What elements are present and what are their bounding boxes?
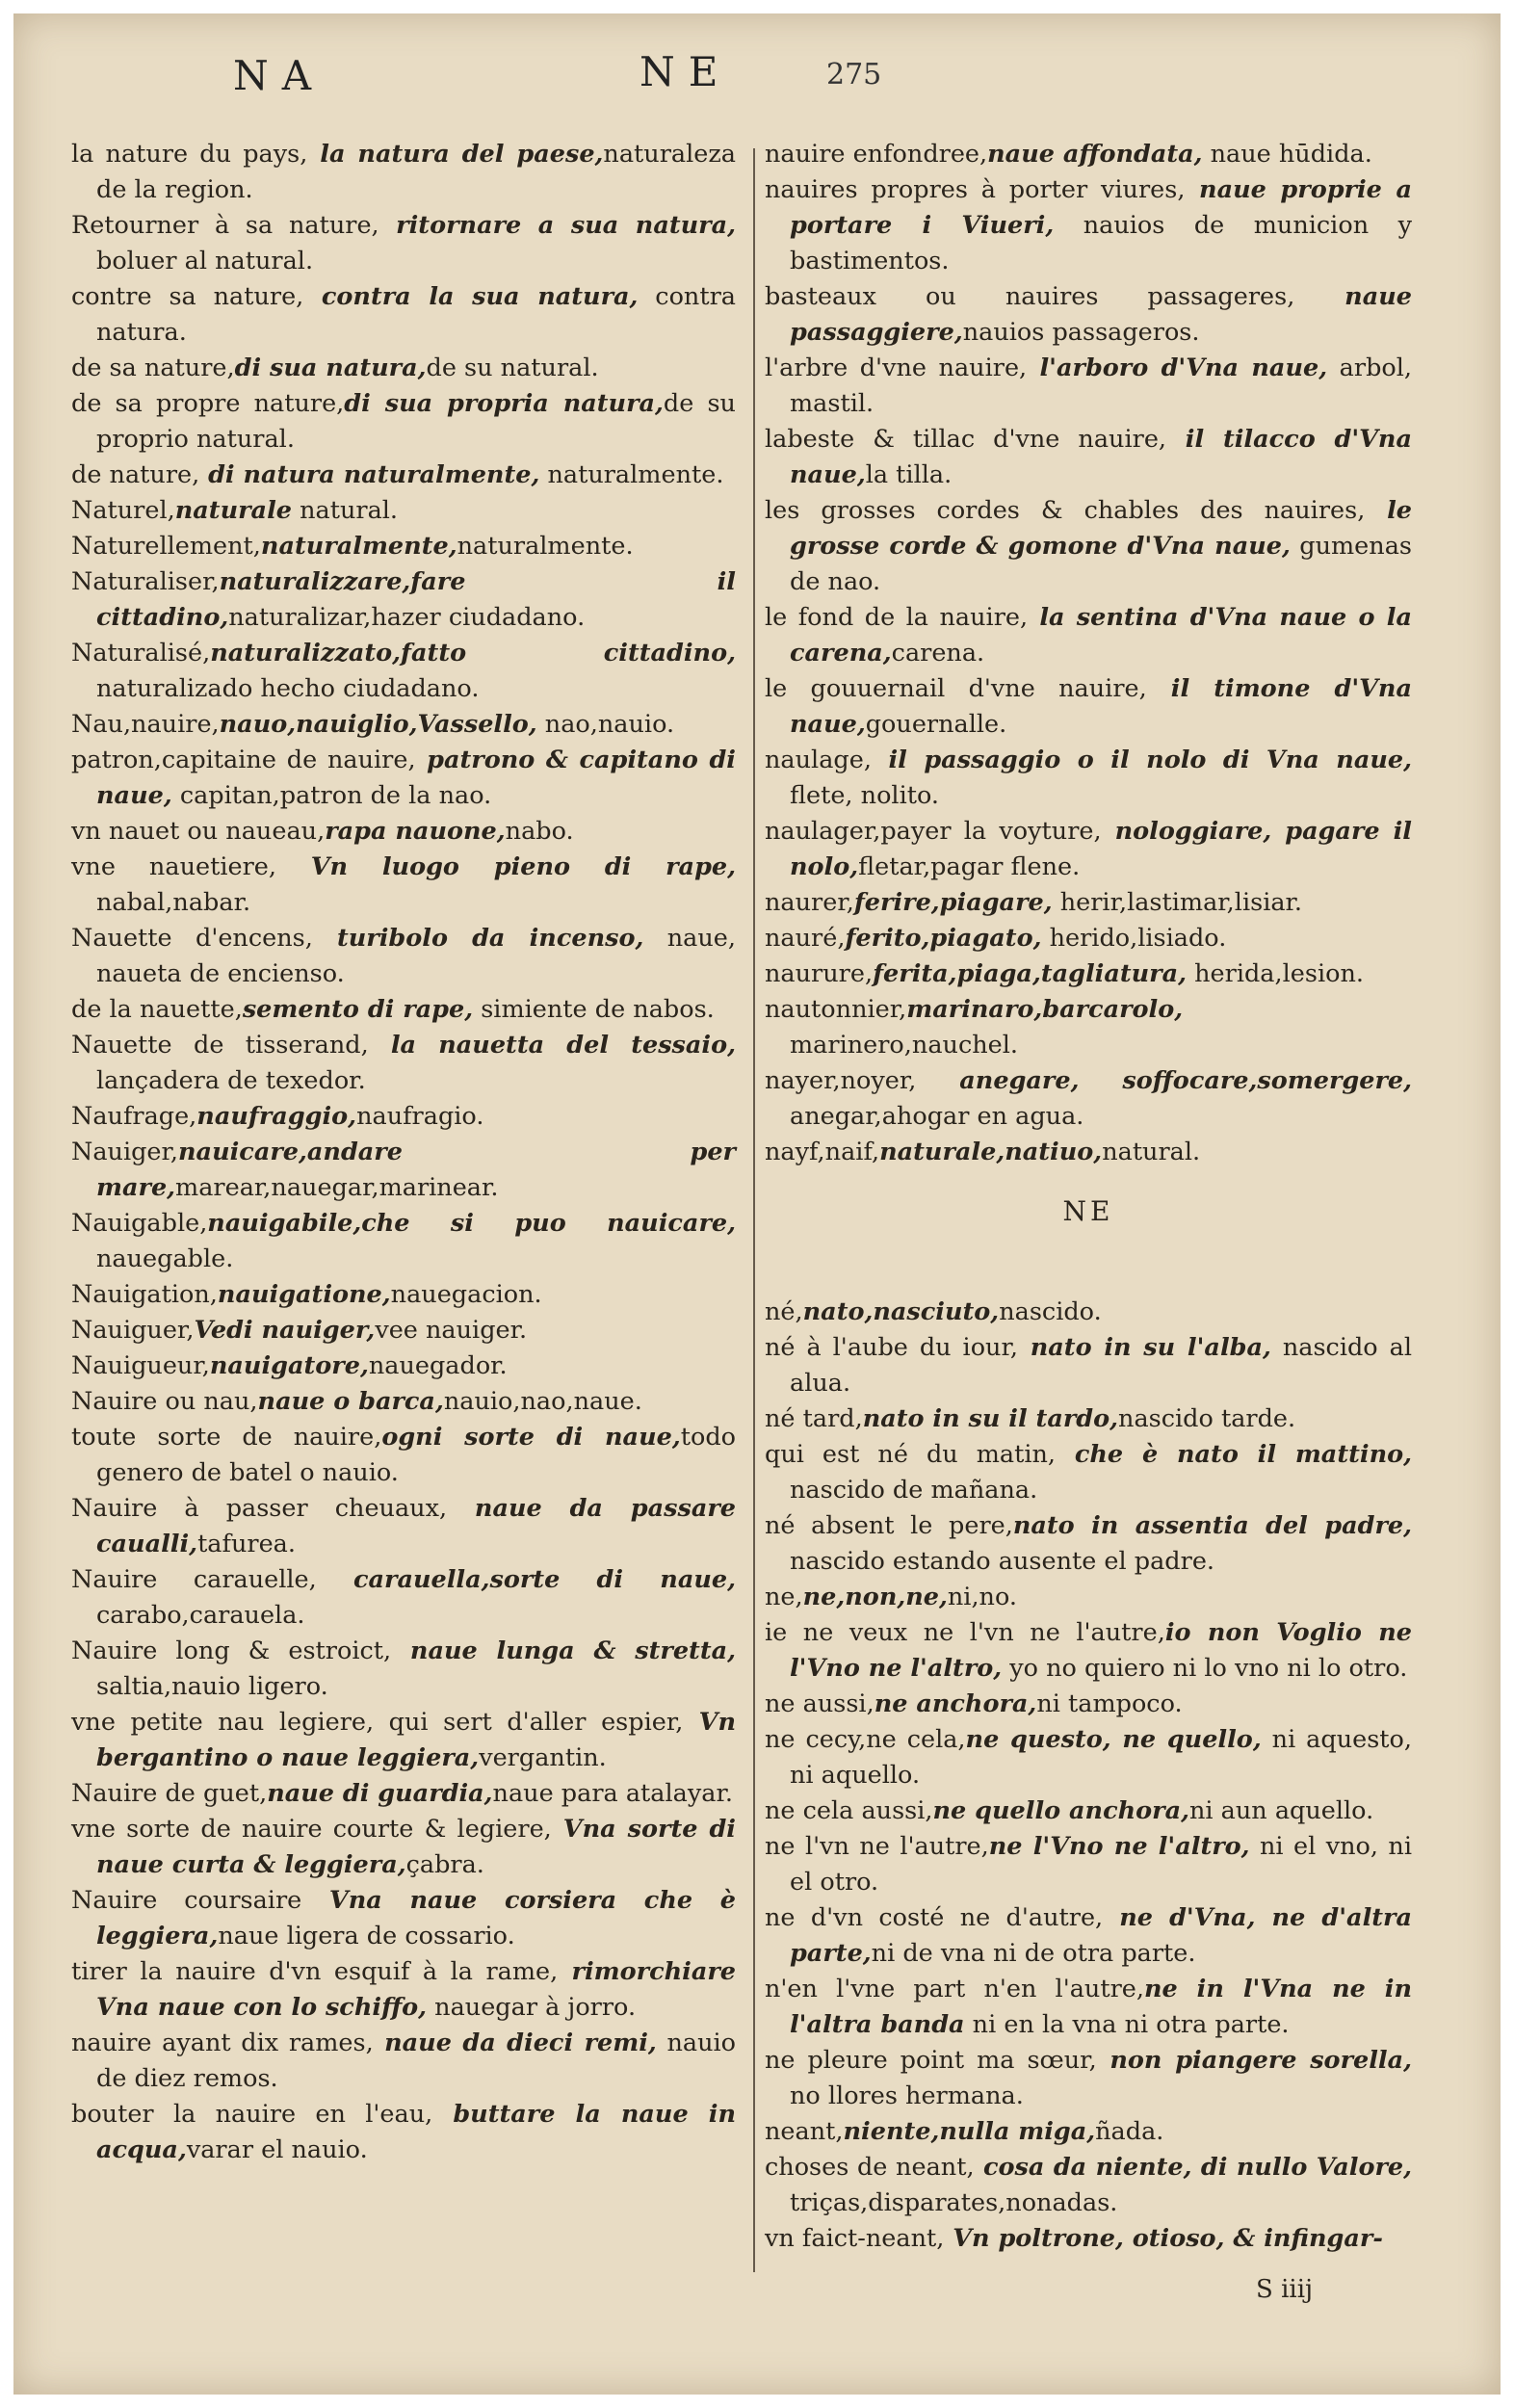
entry-spanish: nascido tarde. bbox=[1118, 1404, 1296, 1433]
dictionary-entry bbox=[71, 386, 736, 458]
entry-spanish: tafurea. bbox=[197, 1530, 296, 1558]
dictionary-entry bbox=[765, 1687, 1412, 1722]
entry-italian: l'arboro d'Vna naue, bbox=[1027, 353, 1328, 382]
entry-french: vn faict-neant, bbox=[765, 2224, 945, 2253]
dictionary-entry bbox=[765, 279, 1412, 351]
entry-italian: contra la sua natura, bbox=[303, 282, 639, 311]
entry-french: ne d'vn costé ne d'autre, bbox=[765, 1903, 1104, 1932]
entry-italian: ne l'Vno ne l'altro, bbox=[988, 1832, 1250, 1861]
dictionary-entry bbox=[765, 1900, 1412, 1972]
entry-italian: naturalmente, bbox=[260, 532, 457, 561]
entry-italian: nato,nasciuto, bbox=[802, 1297, 1000, 1326]
dictionary-entry bbox=[765, 2043, 1412, 2114]
dictionary-entry bbox=[765, 1063, 1412, 1135]
entry-italian: naturalizzare,fare il cittadino, bbox=[96, 567, 736, 632]
dictionary-entry bbox=[71, 1135, 736, 1206]
entry-spanish: ni aquesto, ni aquello. bbox=[790, 1725, 1413, 1790]
dictionary-entry bbox=[765, 1972, 1412, 2043]
entry-spanish: ni en la vna ni otra parte. bbox=[964, 2010, 1290, 2039]
dictionary-entry bbox=[71, 564, 736, 636]
page-number: 275 bbox=[826, 58, 882, 92]
entry-spanish: la tilla. bbox=[865, 460, 953, 489]
entry-french: Nau,nauire, bbox=[71, 710, 220, 739]
entry-french: vne sorte de nauire courte & legiere, bbox=[71, 1815, 552, 1844]
dictionary-entry bbox=[71, 493, 736, 529]
entry-italian: naue da dieci remi, bbox=[373, 2028, 657, 2057]
entry-french: naulage, bbox=[765, 746, 872, 774]
entry-italian: nato in su il tardo, bbox=[862, 1404, 1119, 1433]
entry-italian: io non Voglio ne l'Vno ne l'altro, bbox=[790, 1618, 1412, 1683]
entry-italian: ferire,piagare, bbox=[853, 888, 1053, 917]
entry-italian: il timone d'Vna naue, bbox=[790, 674, 1412, 739]
dictionary-entry bbox=[71, 921, 736, 992]
dictionary-entry bbox=[71, 1420, 736, 1491]
dictionary-entry bbox=[765, 2150, 1412, 2221]
dictionary-entry bbox=[71, 1812, 736, 1883]
dictionary-entry bbox=[71, 351, 736, 386]
entry-french: contre sa nature, bbox=[71, 282, 304, 311]
entry-french: né tard, bbox=[765, 1404, 863, 1433]
entry-french: nauires propres à porter viures, bbox=[765, 175, 1186, 204]
entry-spanish: nascido. bbox=[999, 1297, 1102, 1326]
entry-italian: nauicare,andare per mare, bbox=[96, 1138, 736, 1202]
entry-french: ne cecy,ne cela, bbox=[765, 1725, 966, 1754]
entry-french: le fond de la nauire, bbox=[765, 603, 1029, 632]
entry-spanish: de su proprio natural. bbox=[96, 389, 736, 454]
entry-spanish: ni de vna ni de otra parte. bbox=[871, 1939, 1196, 1968]
entry-spanish: ni aun aquello. bbox=[1188, 1796, 1374, 1825]
entry-spanish: simiente de nabos. bbox=[473, 995, 715, 1024]
dictionary-entry bbox=[765, 1508, 1412, 1580]
entry-french: Nauigation, bbox=[71, 1280, 218, 1309]
dictionary-entry bbox=[765, 600, 1412, 671]
dictionary-entry bbox=[71, 1206, 736, 1277]
right-column bbox=[765, 137, 1412, 2257]
entry-french: Naufrage, bbox=[71, 1102, 197, 1131]
entry-spanish: natural. bbox=[1102, 1138, 1201, 1166]
dictionary-entry bbox=[765, 1295, 1412, 1330]
dictionary-entry bbox=[765, 671, 1412, 743]
entry-spanish: naue ligera de cossario. bbox=[218, 1922, 515, 1950]
entry-spanish: naufragio. bbox=[356, 1102, 484, 1131]
entry-italian: nato in assentia del padre, bbox=[1012, 1511, 1412, 1540]
entry-french: naurer, bbox=[765, 888, 854, 917]
entry-italian: niente,nulla miga, bbox=[843, 2117, 1096, 2146]
dictionary-entry bbox=[71, 1705, 736, 1776]
left-column bbox=[71, 137, 736, 2168]
entry-french: nauire ayant dix rames, bbox=[71, 2028, 374, 2057]
entry-french: nauré, bbox=[765, 924, 846, 953]
entry-spanish: naue para atalayar. bbox=[492, 1779, 733, 1808]
entry-french: Nauigueur, bbox=[71, 1351, 210, 1380]
dictionary-entry bbox=[765, 493, 1412, 600]
entry-spanish: triças,disparates,nonadas. bbox=[790, 2188, 1118, 2217]
entry-french: né absent le pere, bbox=[765, 1511, 1013, 1540]
entry-italian: il tilacco d'Vna naue, bbox=[790, 425, 1412, 489]
dictionary-entry bbox=[71, 1562, 736, 1634]
entry-spanish: herir,lastimar,lisiar. bbox=[1052, 888, 1303, 917]
dictionary-entry bbox=[71, 992, 736, 1028]
entry-french: ne aussi, bbox=[765, 1689, 874, 1718]
entry-italian: turibolo da incenso, bbox=[312, 924, 644, 953]
entry-spanish: nauegacion. bbox=[390, 1280, 542, 1309]
entry-italian: Vn poltrone, otioso, & infingar- bbox=[944, 2224, 1383, 2253]
dictionary-entry bbox=[71, 636, 736, 707]
header-left: NA bbox=[233, 52, 326, 99]
dictionary-entry bbox=[765, 422, 1412, 493]
entry-french: Nauire ou nau, bbox=[71, 1387, 258, 1416]
entry-french: le gouuernail d'vne nauire, bbox=[765, 674, 1147, 703]
entry-spanish: nauio de diez remos. bbox=[96, 2028, 737, 2093]
entry-french: vn nauet ou naueau, bbox=[71, 817, 326, 846]
entry-french: ne pleure point ma sœur, bbox=[765, 2046, 1097, 2075]
entry-spanish: nabo. bbox=[505, 817, 574, 846]
entry-french: de sa propre nature, bbox=[71, 389, 345, 418]
entry-french: Nauire de guet, bbox=[71, 1779, 268, 1808]
entry-spanish: nauios de municion y bastimentos. bbox=[790, 211, 1412, 275]
entry-spanish: nauios passageros. bbox=[962, 318, 1200, 347]
entry-italian: ne questo, ne quello, bbox=[965, 1725, 1262, 1754]
entry-spanish: naturaleza de la region. bbox=[96, 140, 736, 204]
entry-italian: cosa da niente, di nullo Valore, bbox=[974, 2153, 1412, 2182]
entry-italian: ne quello anchora, bbox=[932, 1796, 1189, 1825]
entry-spanish: capitan,patron de la nao. bbox=[171, 781, 492, 810]
entry-italian: ne anchora, bbox=[874, 1689, 1037, 1718]
entry-french: choses de neant, bbox=[765, 2153, 975, 2182]
entry-italian: ne in l'Vna ne in l'altra banda bbox=[790, 1975, 1412, 2039]
entry-italian: ne d'Vna, ne d'altra parte, bbox=[790, 1903, 1412, 1968]
entry-spanish: nauio,nao,naue. bbox=[443, 1387, 642, 1416]
dictionary-entry bbox=[71, 208, 736, 279]
entry-french: ne, bbox=[765, 1583, 803, 1611]
dictionary-entry bbox=[71, 707, 736, 743]
dictionary-entry bbox=[71, 137, 736, 208]
entry-spanish: carabo,carauela. bbox=[96, 1601, 305, 1630]
entry-french: né à l'aube du iour, bbox=[765, 1333, 1018, 1362]
dictionary-entry bbox=[71, 1099, 736, 1135]
entry-french: toute sorte de nauire, bbox=[71, 1423, 382, 1452]
entry-spanish: contra natura. bbox=[96, 282, 736, 347]
entry-italian: Vedi nauiger, bbox=[194, 1316, 376, 1345]
entry-spanish: arbol, mastil. bbox=[790, 353, 1413, 418]
dictionary-entry bbox=[71, 850, 736, 921]
entry-french: Nauire long & estroict, bbox=[71, 1636, 392, 1665]
entry-french: ne cela aussi, bbox=[765, 1796, 933, 1825]
entry-italian: di sua natura, bbox=[234, 353, 427, 382]
entry-spanish: naue hūdida. bbox=[1202, 140, 1372, 169]
entry-italian: nauigatore, bbox=[209, 1351, 369, 1380]
dictionary-entry bbox=[765, 1135, 1412, 1170]
dictionary-entry bbox=[765, 1829, 1412, 1900]
entry-italian: la sentina d'Vna naue o la carena, bbox=[790, 603, 1412, 667]
entry-spanish: çabra. bbox=[405, 1850, 484, 1879]
entry-french: nauire enfondree, bbox=[765, 140, 988, 169]
dictionary-entry bbox=[765, 921, 1412, 956]
entry-italian: naue passaggiere, bbox=[790, 282, 1412, 347]
entry-italian: rimorchiare Vna naue con lo schiffo, bbox=[96, 1957, 737, 2022]
entry-italian: Vna sorte di naue curta & leggiera, bbox=[96, 1815, 736, 1879]
entry-italian: la nauetta del tessaio, bbox=[368, 1031, 737, 1060]
entry-italian: naue affondata, bbox=[987, 140, 1203, 169]
entry-italian: naue o barca, bbox=[257, 1387, 444, 1416]
entry-french: Nauire coursaire bbox=[71, 1886, 302, 1915]
entry-spanish: herida,lesion. bbox=[1187, 959, 1364, 988]
entry-spanish: de su natural. bbox=[426, 353, 599, 382]
dictionary-entry bbox=[71, 1277, 736, 1313]
dictionary-entry bbox=[71, 529, 736, 564]
entry-italian: ferita,piaga,tagliatura, bbox=[873, 959, 1188, 988]
entry-spanish: nauegable. bbox=[96, 1244, 234, 1273]
dictionary-entry bbox=[765, 172, 1412, 279]
entry-spanish: ñada. bbox=[1095, 2117, 1164, 2146]
entry-spanish: lançadera de texedor. bbox=[96, 1066, 366, 1095]
entry-french: basteaux ou nauires passageres, bbox=[765, 282, 1295, 311]
entry-spanish: naturalmente. bbox=[539, 460, 724, 489]
entry-spanish: carena. bbox=[891, 639, 985, 667]
entry-french: naurure, bbox=[765, 959, 874, 988]
entry-spanish: boluer al natural. bbox=[96, 247, 314, 275]
entry-french: Naturalisé, bbox=[71, 639, 211, 667]
entry-italian: Vna naue corsiera che è leggiera, bbox=[96, 1886, 736, 1950]
entry-italian: nato in su l'alba, bbox=[1017, 1333, 1271, 1362]
entry-spanish: saltia,nauio ligero. bbox=[96, 1672, 328, 1701]
entry-italian: ferito,piagato, bbox=[845, 924, 1042, 953]
entry-spanish: nauegador. bbox=[368, 1351, 508, 1380]
entry-italian: ogni sorte di naue, bbox=[381, 1423, 681, 1452]
entry-spanish: yo no quiero ni lo vno ni lo otro. bbox=[1002, 1654, 1408, 1683]
entry-spanish: natural. bbox=[291, 496, 399, 525]
entry-italian: naue lunga & stretta, bbox=[391, 1636, 737, 1665]
entry-french: naulager,payer la voyture, bbox=[765, 817, 1102, 846]
entry-italian: patrono & capitano di naue, bbox=[96, 746, 736, 810]
entry-french: vne petite nau legiere, qui sert d'aller espier, bbox=[71, 1708, 684, 1737]
entry-spanish: varar el nauio. bbox=[186, 2135, 368, 2164]
entry-italian: naturalizzato,fatto cittadino, bbox=[210, 639, 736, 667]
entry-italian: il passaggio o il nolo di Vna naue, bbox=[871, 746, 1412, 774]
entry-italian: carauella,sorte di naue, bbox=[316, 1565, 736, 1594]
entry-french: ne l'vn ne l'autre, bbox=[765, 1832, 989, 1861]
dictionary-entry bbox=[765, 1722, 1412, 1793]
entry-italian: che è nato il mattino, bbox=[1056, 1440, 1412, 1469]
entry-french: né, bbox=[765, 1297, 803, 1326]
entry-french: Retourner à sa nature, bbox=[71, 211, 379, 240]
entry-french: de nature, bbox=[71, 460, 200, 489]
dictionary-entry bbox=[71, 1313, 736, 1348]
entry-french: de sa nature, bbox=[71, 353, 235, 382]
entry-spanish: vergantin. bbox=[479, 1743, 607, 1772]
entry-french: n'en l'vne part n'en l'autre, bbox=[765, 1975, 1144, 2003]
entry-french: Nauire à passer cheuaux, bbox=[71, 1494, 448, 1523]
entry-spanish: nascido al alua. bbox=[790, 1333, 1412, 1398]
entry-italian: non piangere sorella, bbox=[1096, 2046, 1413, 2075]
entry-italian: la natura del paese, bbox=[307, 140, 604, 169]
entry-italian: naturale,natiuo, bbox=[879, 1138, 1103, 1166]
dictionary-entry bbox=[71, 279, 736, 351]
entry-french: nautonnier, bbox=[765, 995, 907, 1024]
dictionary-entry bbox=[765, 1401, 1412, 1437]
entry-french: vne nauetiere, bbox=[71, 852, 276, 881]
entry-italian: Vn luogo pieno di rape, bbox=[275, 852, 737, 881]
dictionary-entry bbox=[765, 1793, 1412, 1829]
dictionary-entry bbox=[71, 1776, 736, 1812]
entry-spanish: marinero,nauchel. bbox=[790, 1031, 1018, 1060]
entry-italian: ritornare a sua natura, bbox=[378, 211, 736, 240]
entry-italian: nauigabile,che si puo nauicare, bbox=[207, 1209, 736, 1238]
dictionary-entry bbox=[765, 1437, 1412, 1508]
entry-italian: buttare la naue in acqua, bbox=[96, 2100, 736, 2164]
entry-spanish: ni el vno, ni el otro. bbox=[790, 1832, 1413, 1897]
dictionary-entry bbox=[71, 2026, 736, 2097]
entry-french: bouter la nauire en l'eau, bbox=[71, 2100, 433, 2129]
entry-italian: rapa nauone, bbox=[325, 817, 506, 846]
dictionary-entry bbox=[765, 351, 1412, 422]
entry-italian: di sua propria natura, bbox=[344, 389, 664, 418]
entry-french: les grosses cordes & chables des nauires, bbox=[765, 496, 1366, 525]
dictionary-entry bbox=[71, 743, 736, 814]
entry-spanish: nascido de mañana. bbox=[790, 1476, 1038, 1505]
entry-french: tirer la nauire d'vn esquif à la rame, bbox=[71, 1957, 559, 1986]
entry-spanish: marear,nauegar,marinear. bbox=[175, 1173, 499, 1202]
dictionary-entry bbox=[765, 814, 1412, 885]
dictionary-entry bbox=[71, 458, 736, 493]
entry-spanish: todo genero de batel o nauio. bbox=[96, 1423, 736, 1487]
column-divider bbox=[753, 148, 755, 2272]
entry-spanish: gumenas de nao. bbox=[790, 532, 1412, 596]
dictionary-entry bbox=[765, 137, 1412, 172]
entry-spanish: flete, nolito. bbox=[790, 781, 939, 810]
entry-italian: le grosse corde & gomone d'Vna naue, bbox=[790, 496, 1412, 561]
entry-spanish: naue, naueta de encienso. bbox=[96, 924, 736, 988]
entry-french: Nauette de tisserand, bbox=[71, 1031, 369, 1060]
entry-italian: nologgiare, pagare il nolo, bbox=[790, 817, 1412, 881]
entry-french: Naturaliser, bbox=[71, 567, 220, 596]
dictionary-entry bbox=[765, 743, 1412, 814]
entry-french: neant, bbox=[765, 2117, 844, 2146]
entry-french: l'arbre d'vne nauire, bbox=[765, 353, 1028, 382]
entry-french: nayf,naif, bbox=[765, 1138, 880, 1166]
dictionary-page bbox=[13, 13, 1501, 2395]
entry-french: Nauigable, bbox=[71, 1209, 208, 1238]
entry-italian: semento di rape, bbox=[242, 995, 474, 1024]
entry-italian: anegare, soffocare,somergere, bbox=[916, 1066, 1412, 1095]
entry-french: patron,capitaine de nauire, bbox=[71, 746, 416, 774]
dictionary-entry bbox=[71, 1634, 736, 1705]
entry-french: qui est né du matin, bbox=[765, 1440, 1057, 1469]
entry-spanish: nascido estando ausente el padre. bbox=[790, 1547, 1215, 1576]
entry-italian: di natura naturalmente, bbox=[199, 460, 540, 489]
entry-french: de la nauette, bbox=[71, 995, 243, 1024]
entry-italian: ne,non,ne, bbox=[802, 1583, 948, 1611]
dictionary-entry bbox=[765, 992, 1412, 1063]
entry-french: nayer,noyer, bbox=[765, 1066, 917, 1095]
signature-mark: S iiij bbox=[1256, 2275, 1314, 2304]
entry-italian: nauo,nauiglio,Vassello, bbox=[219, 710, 537, 739]
dictionary-entry bbox=[71, 1348, 736, 1384]
dictionary-entry bbox=[765, 956, 1412, 992]
entry-french: Naturellement, bbox=[71, 532, 261, 561]
dictionary-entry bbox=[71, 1954, 736, 2026]
entry-spanish: nauegar à jorro. bbox=[427, 1993, 637, 2022]
entry-spanish: naturalmente. bbox=[457, 532, 634, 561]
entry-italian: Vn bergantino o naue leggiera, bbox=[96, 1708, 737, 1772]
entry-spanish: nabal,nabar. bbox=[96, 888, 251, 917]
entry-french: Nauette d'encens, bbox=[71, 924, 313, 953]
entry-italian: naue da passare caualli, bbox=[96, 1494, 736, 1558]
entry-spanish: naturalizar,hazer ciudadano. bbox=[228, 603, 586, 632]
entry-spanish: no llores hermana. bbox=[790, 2081, 1024, 2110]
dictionary-entry bbox=[765, 2221, 1412, 2257]
entry-italian: naue di guardia, bbox=[267, 1779, 493, 1808]
section-title: NE bbox=[1062, 1195, 1114, 1227]
entry-spanish: gouernalle. bbox=[865, 710, 1007, 739]
entry-italian: naue proprie a portare i Viueri, bbox=[790, 175, 1412, 240]
entry-spanish: ni tampoco. bbox=[1036, 1689, 1183, 1718]
entry-spanish: ni,no. bbox=[947, 1583, 1017, 1611]
entry-french: Naturel, bbox=[71, 496, 175, 525]
entry-spanish: nao,nauio. bbox=[536, 710, 675, 739]
dictionary-entry bbox=[765, 885, 1412, 921]
entry-french: Nauiger, bbox=[71, 1138, 179, 1166]
entry-italian: marinaro,barcarolo, bbox=[906, 995, 1184, 1024]
dictionary-entry bbox=[71, 2097, 736, 2168]
entry-french: Nauire carauelle, bbox=[71, 1565, 317, 1594]
dictionary-entry bbox=[71, 1384, 736, 1420]
dictionary-entry bbox=[765, 1330, 1412, 1401]
dictionary-entry bbox=[71, 1028, 736, 1099]
entry-spanish: vee nauiger. bbox=[375, 1316, 528, 1345]
entry-french: labeste & tillac d'vne nauire, bbox=[765, 425, 1167, 454]
dictionary-entry bbox=[71, 1883, 736, 1954]
entry-italian: naufraggio, bbox=[196, 1102, 357, 1131]
dictionary-entry bbox=[765, 1615, 1412, 1687]
entry-spanish: herido,lisiado. bbox=[1041, 924, 1227, 953]
entry-italian: nauigatione, bbox=[217, 1280, 391, 1309]
dictionary-entry bbox=[765, 1580, 1412, 1615]
dictionary-entry bbox=[71, 1491, 736, 1562]
entry-spanish: naturalizado hecho ciudadano. bbox=[96, 674, 480, 703]
entry-spanish: fletar,pagar flene. bbox=[858, 852, 1081, 881]
dictionary-entry bbox=[71, 814, 736, 850]
header-right: NE bbox=[640, 48, 732, 95]
dictionary-entry bbox=[765, 2114, 1412, 2150]
entry-spanish: anegar,ahogar en agua. bbox=[790, 1102, 1084, 1131]
entry-french: ie ne veux ne l'vn ne l'autre, bbox=[765, 1618, 1165, 1647]
entry-french: Nauiguer, bbox=[71, 1316, 195, 1345]
entry-french: la nature du pays, bbox=[71, 140, 308, 169]
entry-italian: naturale bbox=[174, 496, 292, 525]
